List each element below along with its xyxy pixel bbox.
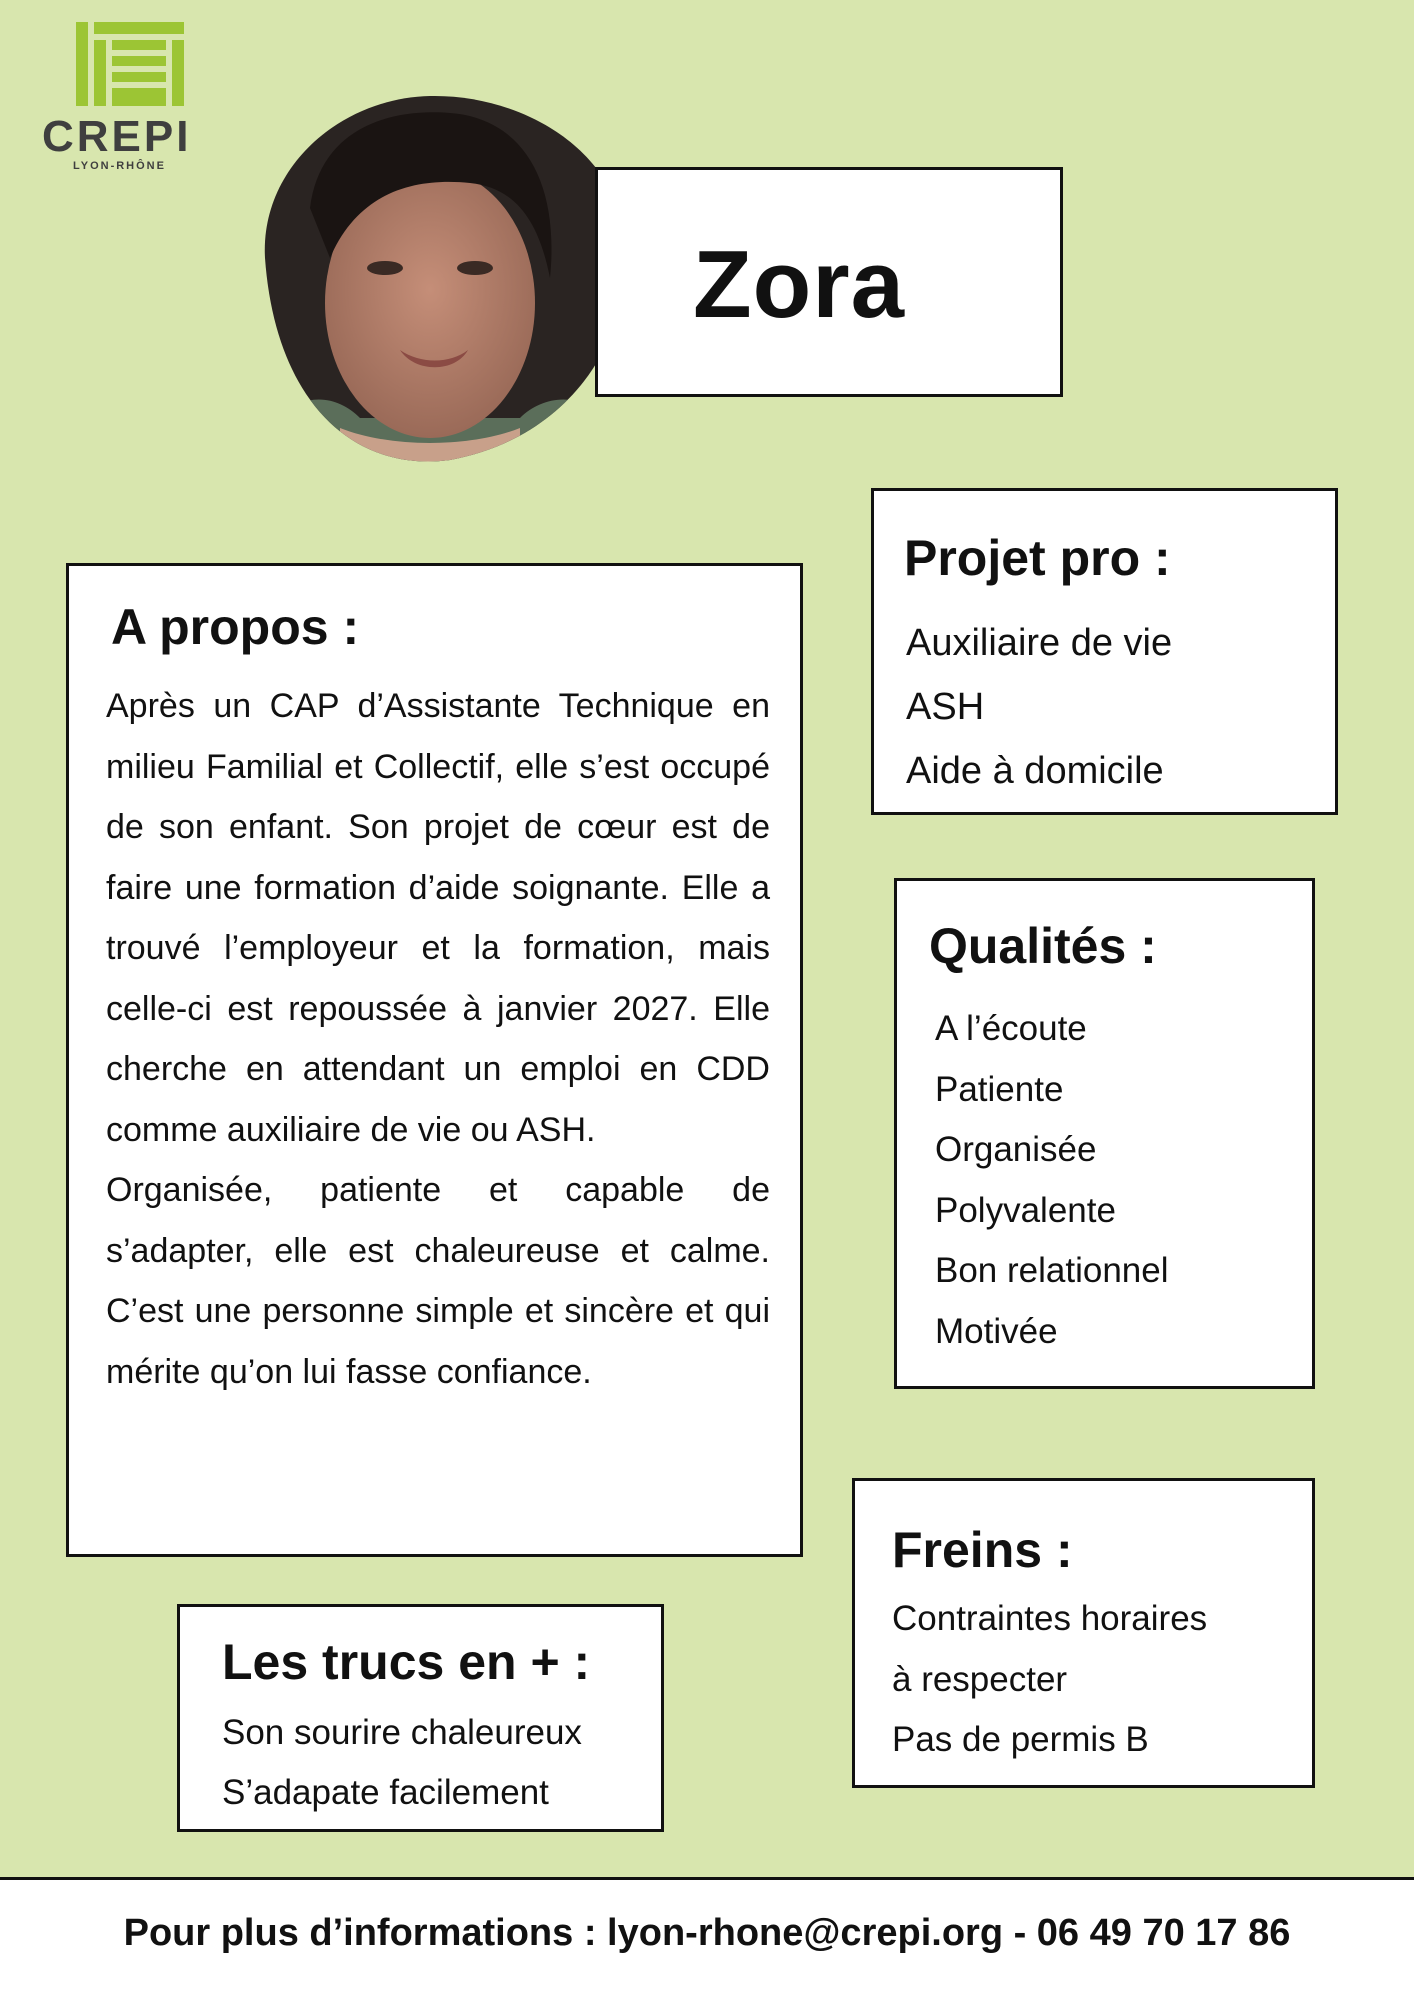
trucs-card [177, 1604, 664, 1832]
name-card [595, 167, 1063, 397]
candidate-name: Zora [693, 231, 906, 338]
qualite-item: Organisée [935, 1130, 1097, 1169]
apropos-heading: A propos : [111, 599, 360, 655]
freins-card [852, 1478, 1315, 1788]
footer [0, 1877, 1414, 2000]
trucs-list [222, 1703, 582, 1823]
projet-pro-item: Auxiliaire de vie [906, 622, 1173, 664]
profile-photo [220, 88, 630, 468]
truc-item: S’adapate facilement [222, 1773, 549, 1812]
logo-subtitle: LYON-RHÔNE [73, 160, 166, 172]
projet-pro-card [871, 488, 1338, 815]
logo-wordmark: CREPI [42, 112, 192, 161]
projet-pro-list [906, 611, 1172, 803]
qualite-item: Patiente [935, 1069, 1064, 1109]
frein-item: Pas de permis B [892, 1720, 1149, 1759]
projet-pro-heading: Projet pro : [904, 530, 1171, 586]
freins-heading: Freins : [892, 1522, 1073, 1578]
apropos-paragraph-2: Organisée, patiente et capable de s’adapter, elle est chaleureuse et calme. C’est une personne simple et sincère et qui mérite qu’on lui fasse confiance. [106, 1171, 770, 1391]
qualites-card [894, 878, 1315, 1389]
truc-item: Son sourire chaleureux [222, 1713, 582, 1752]
frein-item: à respecter [892, 1659, 1068, 1699]
qualite-item: A l’écoute [935, 1009, 1087, 1048]
trucs-heading: Les trucs en + : [222, 1634, 591, 1690]
qualite-item: Bon relationnel [935, 1251, 1169, 1290]
frein-item: Contraintes horaires [892, 1599, 1208, 1638]
qualites-heading: Qualités : [929, 918, 1157, 974]
projet-pro-item: Aide à domicile [906, 750, 1164, 792]
qualite-item: Polyvalente [935, 1190, 1116, 1230]
qualites-list [935, 999, 1169, 1362]
apropos-paragraph-1: Après un CAP d’Assistante Technique en milieu Familial et Collectif, elle s’est occupé de son enfant. Son projet de cœur est de faire une formation d’aide soignante. Elle a trouvé l’employeur et la formation, mais celle-ci est repoussée à janvier 2027. Elle cherche en attendant un emploi en CDD comme auxiliaire de vie ou ASH. [106, 687, 770, 1149]
apropos-card [66, 563, 803, 1557]
freins-list [892, 1589, 1207, 1771]
projet-pro-item: ASH [906, 686, 985, 728]
footer-contact: Pour plus d’informations : lyon-rhone@crepi.org - 06 49 70 17 86 [123, 1912, 1291, 1954]
apropos-text [106, 676, 770, 1402]
qualite-item: Motivée [935, 1311, 1058, 1351]
